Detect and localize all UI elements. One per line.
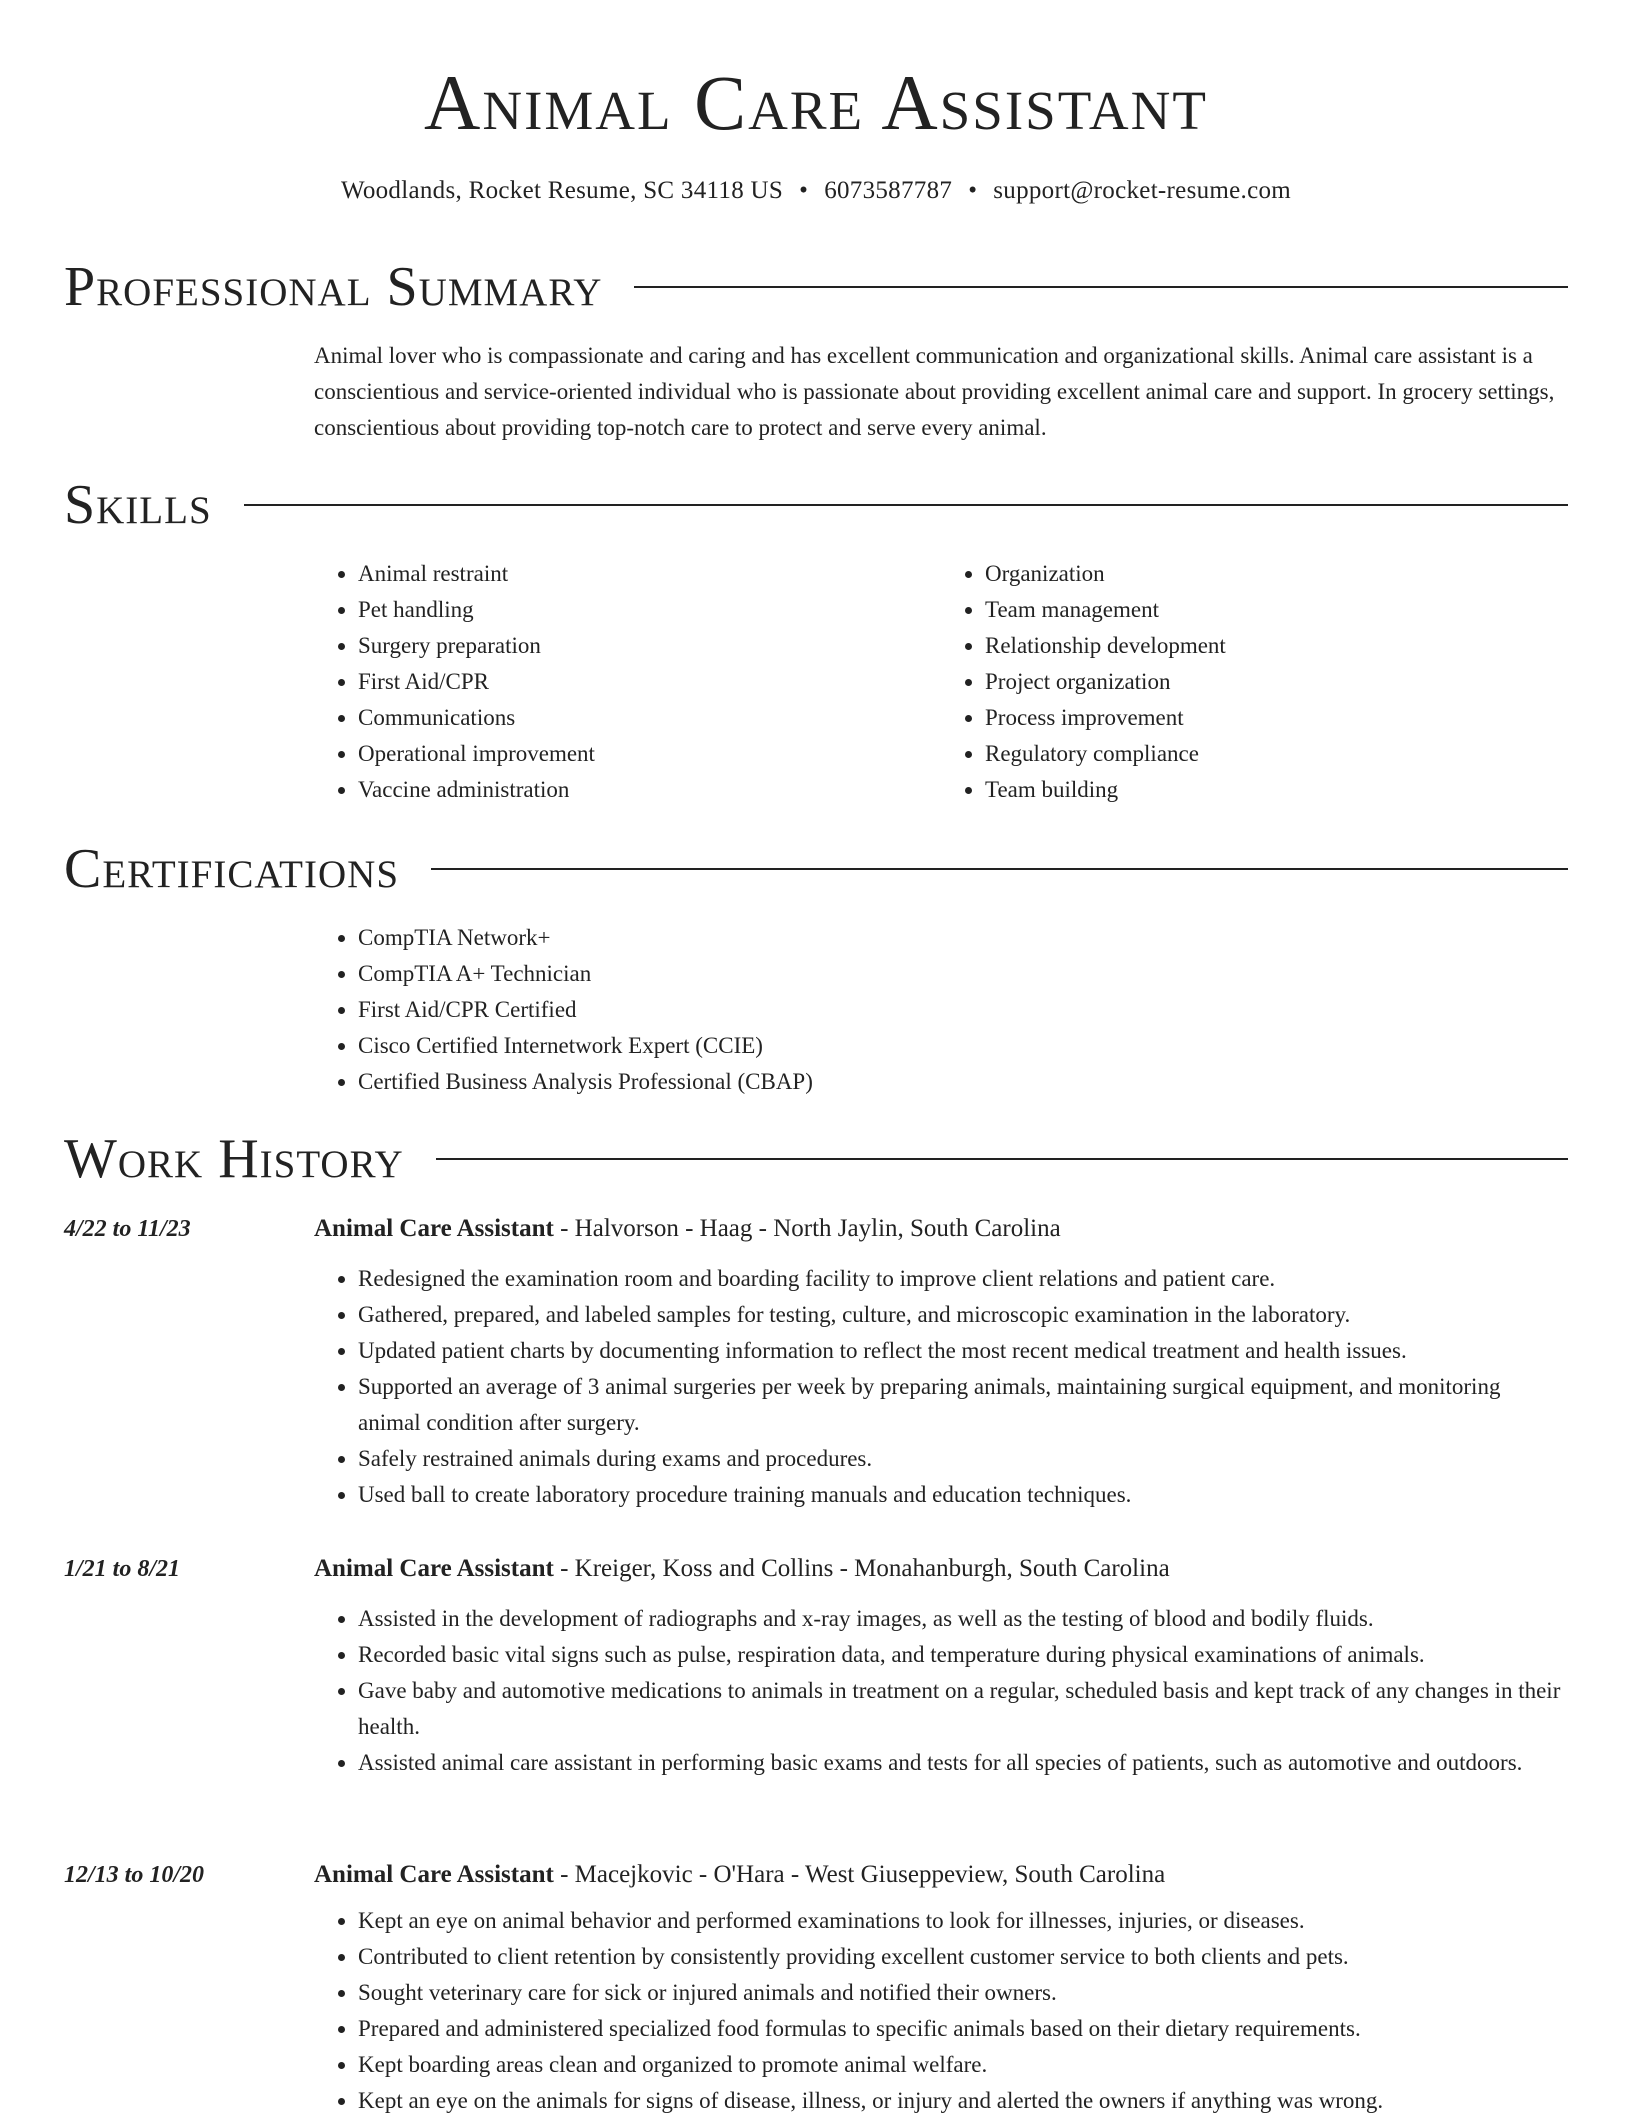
skill-item: • Regulatory compliance [985,736,1568,772]
job-bullet: • Supported an average of 3 animal surgeries per week by preparing animals, maintaining surgical equipment, and monitoring animal condition after surgery. [358,1369,1568,1441]
certification-item: • CompTIA A+ Technician [358,956,1568,992]
skill-item: • Animal restraint [358,556,941,592]
skill-item: • Organization [985,556,1568,592]
job-bullet: • Used ball to create laboratory procedure training manuals and education techniques. [358,1477,1568,1513]
job-heading [314,1551,1568,1587]
job-bullet: • Redesigned the examination room and boarding facility to improve client relations and patient care. [358,1261,1568,1297]
job-heading [314,1857,1568,1893]
job-title: Animal Care Assistant [314,1215,554,1242]
certifications-list [314,920,1568,1100]
job-bullet: • Prepared and administered specialized food formulas to specific animals based on their dietary requirements. [358,2011,1568,2047]
skills-section-title: Skills [64,474,212,536]
job-title: Animal Care Assistant [314,1555,554,1582]
work-history-section-title: Work History [64,1128,404,1190]
skill-item: • Process improvement [985,700,1568,736]
job-bullet: • Kept an eye on the animals for signs of disease, illness, or injury and alerted the owners if anything was wrong. [358,2083,1568,2119]
job-bullet: • Assisted in the development of radiographs and x-ray images, as well as the testing of blood and bodily fluids. [358,1601,1568,1637]
skill-item: • Team building [985,772,1568,808]
skills-section-header [64,472,1568,538]
job-details: - Kreiger, Koss and Collins - Monahanburgh, South Carolina [553,1555,1170,1582]
skill-item: • Communications [358,700,941,736]
certification-item: • Cisco Certified Internetwork Expert (CCIE) [358,1028,1568,1064]
section-divider [634,286,1568,288]
contact-line [0,174,1632,208]
work-history-section-header [64,1126,1568,1192]
summary-section-header [64,254,1568,320]
summary-text: Animal lover who is compassionate and caring and has excellent communication and organizational skills. Animal care assistant is a conscientious and service-oriented individual who is passionate about providing excellent animal care and support. In grocery settings, conscientious about providing top-notch care to protect and serve every animal. [314,343,1555,440]
job-bullet: • Safely restrained animals during exams and procedures. [358,1441,1568,1477]
job-bullets [314,1601,1568,1781]
job-bullets [314,1261,1568,1513]
job-bullets [314,1903,1568,2119]
job-dates: 4/22 to 11/23 [64,1216,191,1242]
certifications-section-title: Certifications [64,838,400,900]
skill-item: • Vaccine administration [358,772,941,808]
job-bullet: • Sought veterinary care for sick or injured animals and notified their owners. [358,1975,1568,2011]
contact-separator: • [799,177,809,204]
job-details: - Macejkovic - O'Hara - West Giuseppeview, South Carolina [553,1861,1166,1888]
job-bullet: • Gathered, prepared, and labeled samples for testing, culture, and microscopic examination in the laboratory. [358,1297,1568,1333]
certifications-section-header [64,836,1568,902]
skill-item: • Team management [985,592,1568,628]
section-divider [244,504,1568,506]
job-bullet: • Contributed to client retention by consistently providing excellent customer service to both clients and pets. [358,1939,1568,1975]
skill-item: • Pet handling [358,592,941,628]
section-divider [436,1158,1568,1160]
job-dates: 1/21 to 8/21 [64,1556,181,1582]
contact-address: Woodlands, Rocket Resume, SC 34118 US [340,177,784,204]
skill-item: • Surgery preparation [358,628,941,664]
contact-separator: • [968,177,978,204]
job-bullet: • Kept boarding areas clean and organized to promote animal welfare. [358,2047,1568,2083]
job-details: - Halvorson - Haag - North Jaylin, South Carolina [553,1215,1061,1242]
job-bullet: • Updated patient charts by documenting information to reflect the most recent medical treatment and health issues. [358,1333,1568,1369]
skill-item: • Operational improvement [358,736,941,772]
contact-email: support@rocket-resume.com [993,177,1292,204]
certification-item: • CompTIA Network+ [358,920,1568,956]
job-dates: 12/13 to 10/20 [64,1862,205,1888]
skills-list [314,556,1568,808]
job-bullet: • Gave baby and automotive medications to animals in treatment on a regular, scheduled basis and kept track of any changes in their health. [358,1673,1568,1745]
job-title: Animal Care Assistant [314,1861,554,1888]
contact-phone: 6073587787 [824,177,953,204]
skills-column-right [941,556,1568,808]
summary-section-title: Professional Summary [64,256,603,318]
skill-item: • First Aid/CPR [358,664,941,700]
skill-item: • Project organization [985,664,1568,700]
job-bullet: • Assisted animal care assistant in performing basic exams and tests for all species of patients, such as automotive and outdoors. [358,1745,1568,1781]
job-bullet: • Kept an eye on animal behavior and performed examinations to look for illnesses, injuries, or diseases. [358,1903,1568,1939]
job-heading [314,1211,1568,1247]
job-bullet: • Recorded basic vital signs such as pulse, respiration data, and temperature during physical examinations of animals. [358,1637,1568,1673]
certification-item: • Certified Business Analysis Professional (CBAP) [358,1064,1568,1100]
skills-column-left [314,556,941,808]
certification-item: • First Aid/CPR Certified [358,992,1568,1028]
resume-name: Animal Care Assistant [424,59,1208,146]
section-divider [431,868,1568,870]
skill-item: • Relationship development [985,628,1568,664]
